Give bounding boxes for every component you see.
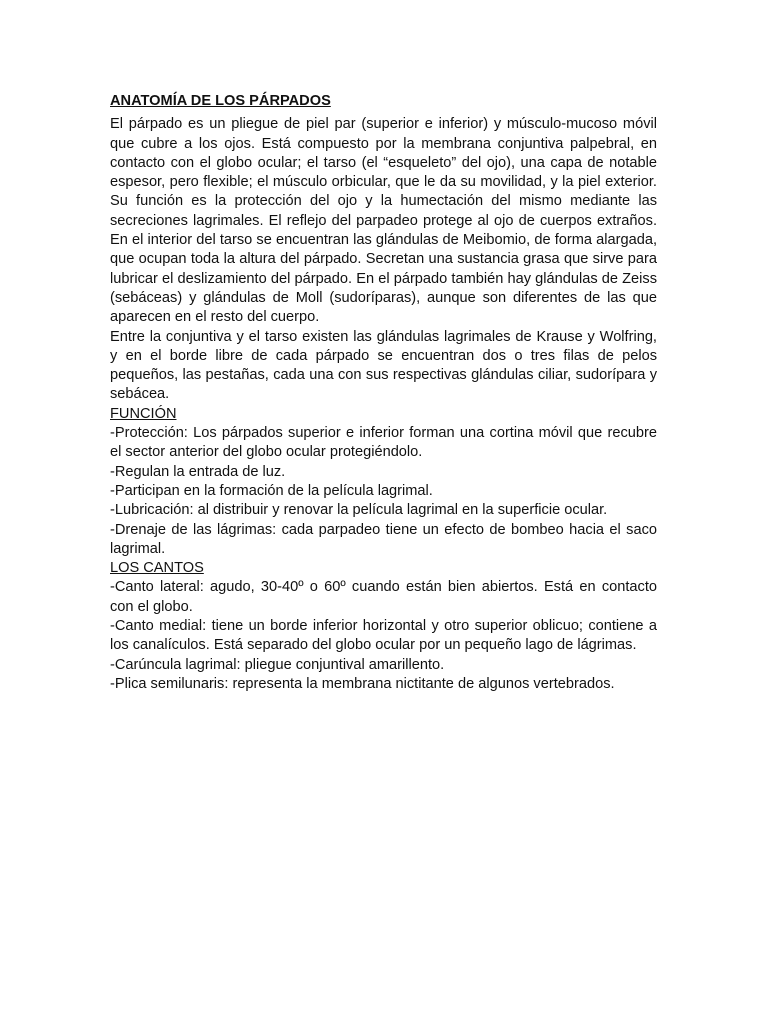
funcion-item-drenaje: -Drenaje de las lágrimas: cada parpadeo tiene un efecto de bombeo hacia el saco lagrimal. <box>110 521 657 557</box>
funcion-item-proteccion: -Protección: Los párpados superior e inferior forman una cortina móvil que recubre el sector anterior del globo ocular protegiéndolo. <box>110 425 657 461</box>
section-cantos <box>110 559 657 694</box>
funcion-item-luz: -Regulan la entrada de luz. <box>110 463 286 480</box>
section-heading-cantos: LOS CANTOS <box>110 560 204 577</box>
cantos-item-lateral: -Canto lateral: agudo, 30-40º o 60º cuando están bien abiertos. Está en contacto con el globo. <box>110 579 657 615</box>
cantos-item-caruncula: -Carúncula lagrimal: pliegue conjuntival amarillento. <box>110 656 445 673</box>
section-heading-funcion: FUNCIÓN <box>110 405 177 422</box>
cantos-item-plica: -Plica semilunaris: representa la membrana nictitante de algunos vertebrados. <box>110 675 615 692</box>
intro-paragraph-2: Entre la conjuntiva y el tarso existen las glándulas lagrimales de Krause y Wolfring, y en el borde libre de cada párpado se encuentran dos o tres filas de pelos pequeños, las pestañas, cada una con sus respectivas glándulas ciliar, sudorípara y sebácea. <box>110 328 657 403</box>
funcion-item-pelicula: -Participan en la formación de la película lagrimal. <box>110 482 433 499</box>
document-page <box>110 92 657 694</box>
section-funcion <box>110 405 657 559</box>
cantos-item-medial: -Canto medial: tiene un borde inferior horizontal y otro superior oblicuo; contiene a los canalículos. Está separado del globo ocular por un pequeño lago de lágrimas. <box>110 618 657 654</box>
intro-paragraph-1: El párpado es un pliegue de piel par (superior e inferior) y músculo-mucoso móvil que cubre a los ojos. Está compuesto por la membrana conjuntiva palpebral, en contacto con el globo ocular; el tarso (el “esqueleto” del ojo), una capa de notable espesor, pero flexible; el músculo orbicular, que le da su movilidad, y la piel exterior. Su función es la protección del ojo y la humectación del mismo mediante las secreciones lagrimales. El reflejo del parpadeo protege al ojo de cuerpos extraños. En el interior del tarso se encuentran las glándulas de Meibomio, de forma alargada, que ocupan toda la altura del párpado. Secretan una sustancia grasa que sirve para lubricar el deslizamiento del párpado. En el párpado también hay glándulas de Zeiss (sebáceas) y glándulas de Moll (sudoríparas), aunque son diferentes de las que aparecen en el resto del cuerpo. <box>110 116 657 326</box>
document-title: ANATOMÍA DE LOS PÁRPADOS <box>110 93 331 109</box>
funcion-item-lubricacion: -Lubricación: al distribuir y renovar la película lagrimal en la superficie ocular. <box>110 502 608 519</box>
